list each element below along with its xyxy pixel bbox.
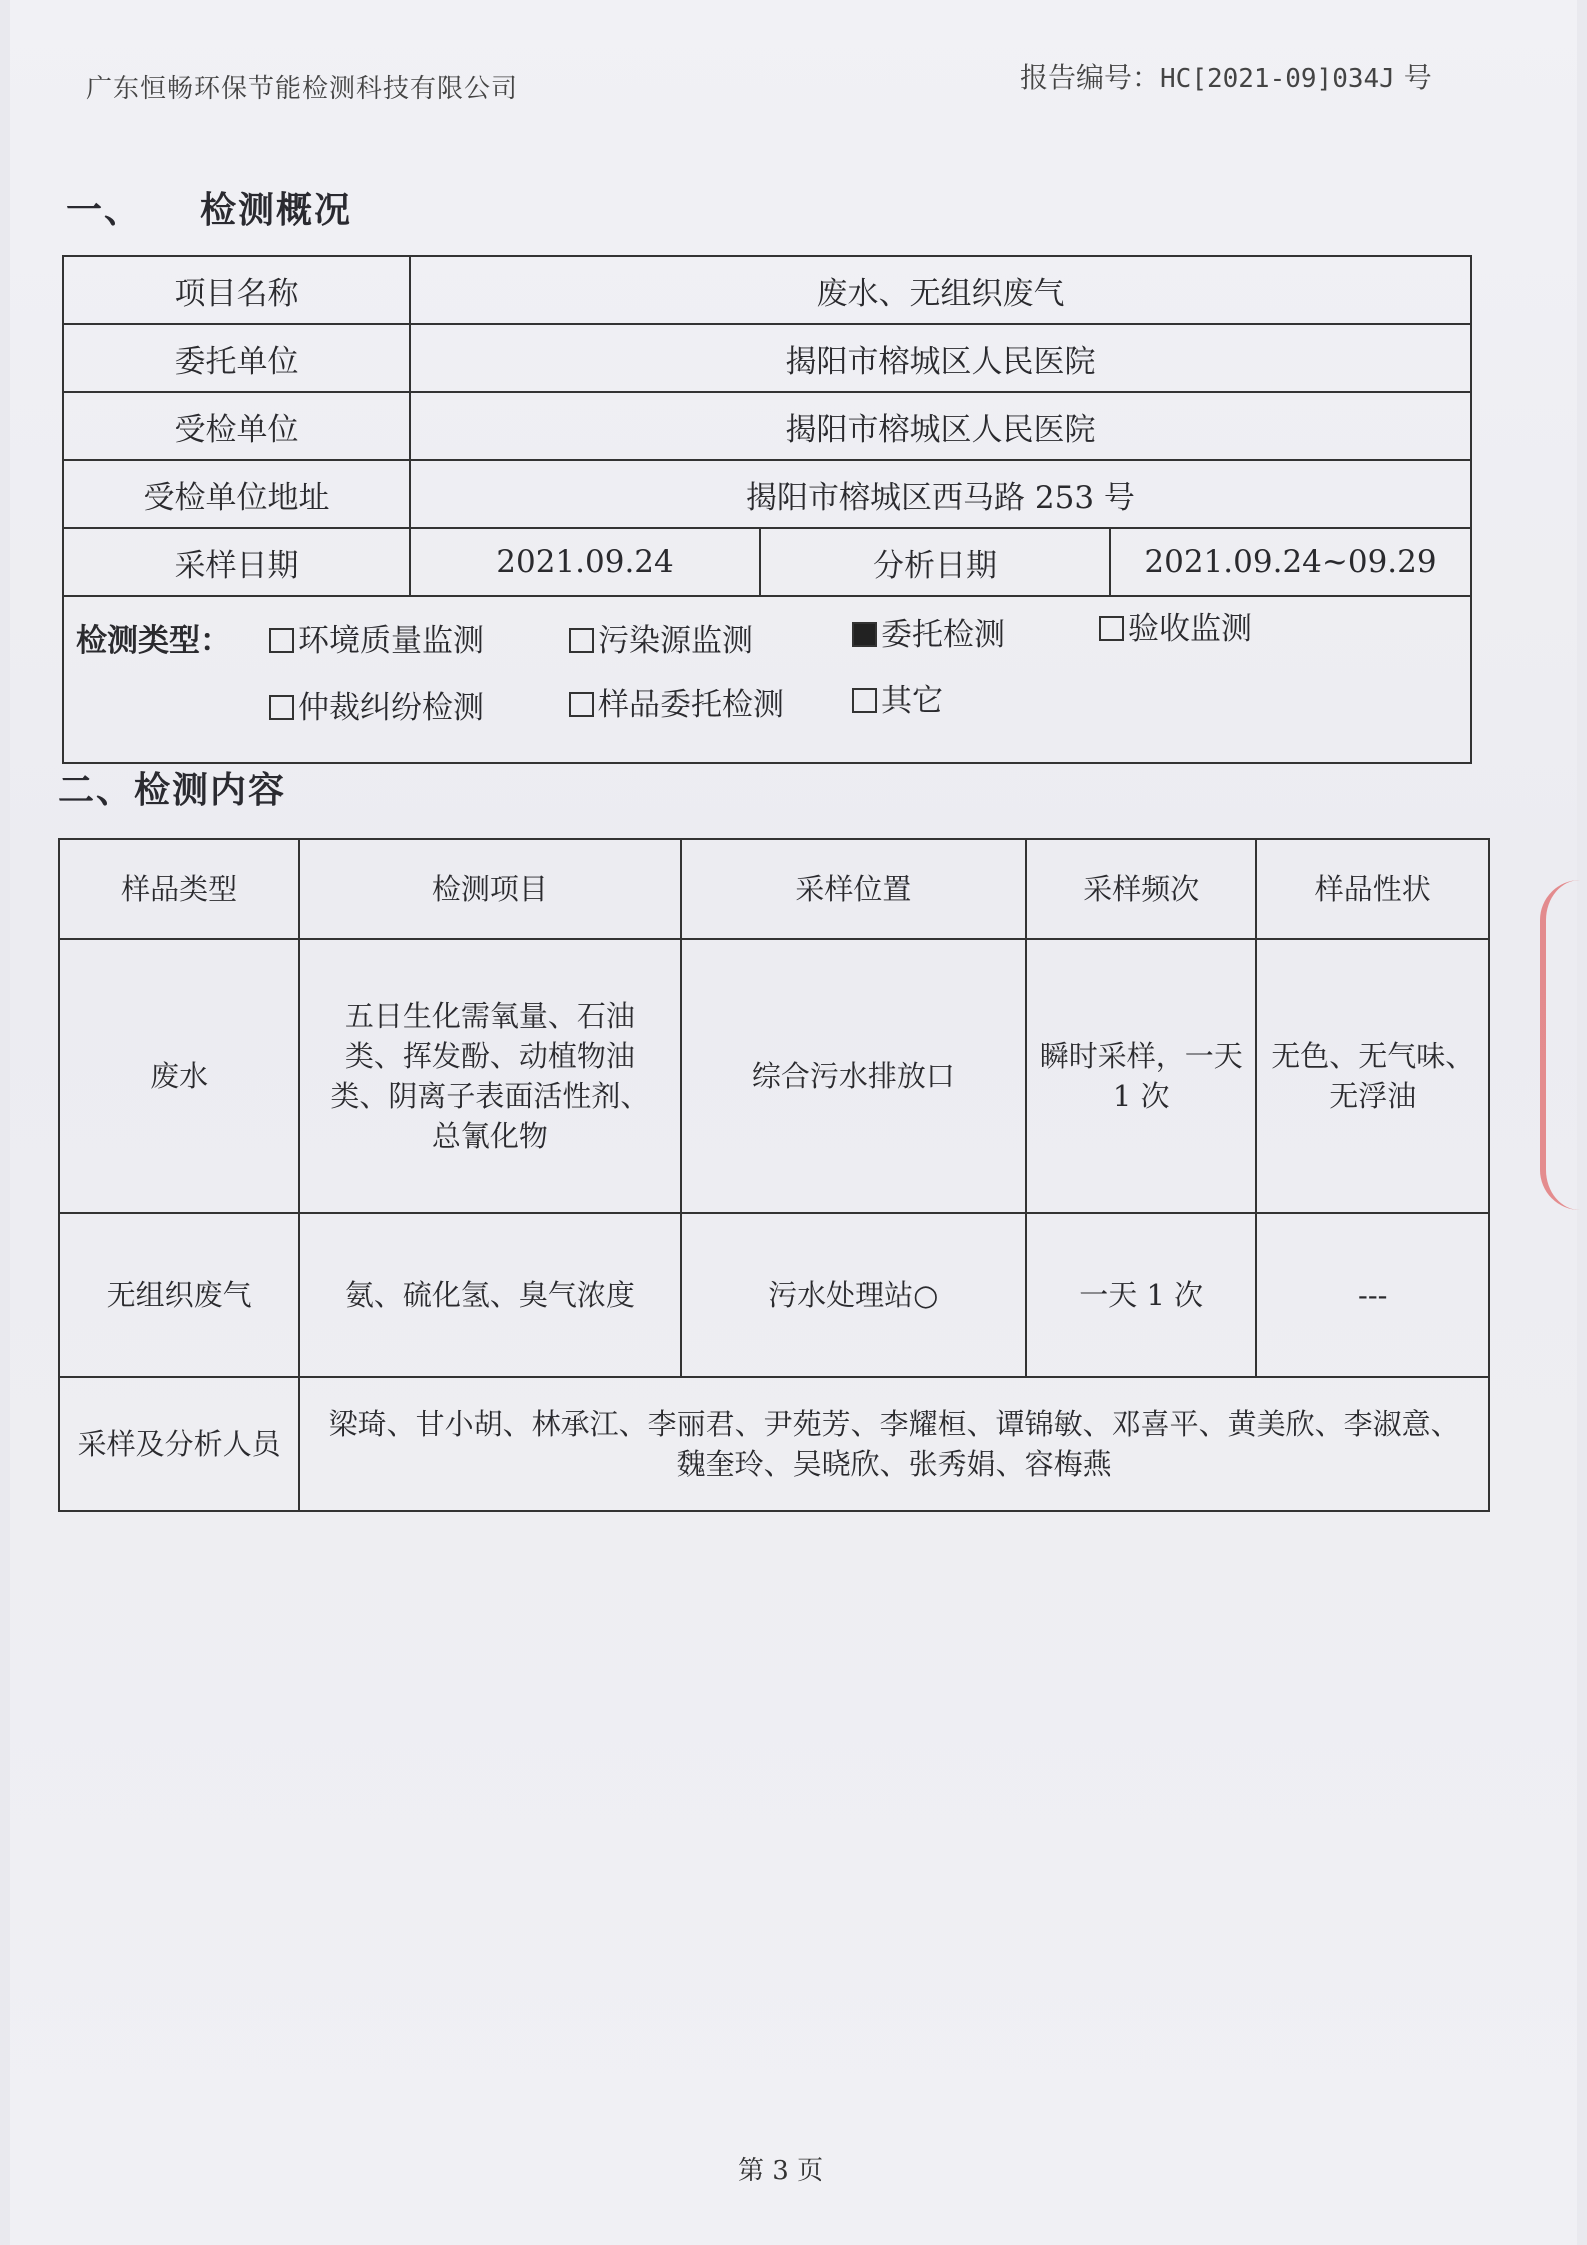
project-value: 废水、无组织废气 [410,256,1471,324]
column-header: 样品性状 [1256,839,1489,939]
section-1-heading: 检测概况 [200,189,353,231]
test-type-option [852,675,943,720]
project-row [63,256,1471,324]
content-table [58,838,1490,1512]
option-label: 环境质量监测 [298,623,484,659]
sample-type: 废水 [59,939,299,1213]
option-label: 验收监测 [1128,611,1252,647]
table-row [59,939,1489,1213]
client-row [63,324,1471,392]
table-header-row [59,839,1489,939]
report-number-label: 报告编号： [1020,61,1161,94]
sampling-frequency: 一天 1 次 [1026,1213,1257,1377]
analysis-date-value: 2021.09.24~09.29 [1110,528,1471,596]
checkbox-icon [1099,616,1124,641]
test-type-cell [63,596,1471,763]
option-label: 其它 [881,683,943,719]
option-label: 污染源监测 [598,623,753,659]
checkbox-icon [269,628,294,653]
checkbox-icon [569,692,594,717]
inspected-value: 揭阳市榕城区人民医院 [410,392,1471,460]
test-type-option [1099,603,1252,648]
inspected-row [63,392,1471,460]
sample-property: 无色、无气味、无浮油 [1256,939,1489,1213]
address-row [63,460,1471,528]
column-header: 采样位置 [681,839,1026,939]
test-type-option [852,609,1005,654]
report-number-suffix: 号 [1403,61,1432,94]
column-header: 检测项目 [299,839,681,939]
sampling-location: 综合污水排放口 [681,939,1026,1213]
document-page [10,0,1577,2245]
table-row [59,1213,1489,1377]
staff-row [59,1377,1489,1511]
test-type-option [269,615,484,660]
sampling-frequency: 瞬时采样，一天 1 次 [1026,939,1257,1213]
report-number-code: HC[2021-09]034J [1160,64,1395,94]
option-label: 样品委托检测 [598,687,784,723]
column-header: 采样频次 [1026,839,1257,939]
test-type-option [569,615,753,660]
test-type-option [269,682,484,727]
section-1-title [66,182,352,233]
checkbox-icon [852,688,877,713]
option-label: 委托检测 [881,617,1005,653]
sample-type: 无组织废气 [59,1213,299,1377]
analysis-date-label: 分析日期 [760,528,1110,596]
checked-checkbox-icon [852,622,877,647]
project-label: 项目名称 [63,256,410,324]
company-name: 广东恒畅环保节能检测科技有限公司 [86,74,519,104]
test-items: 氨、硫化氢、臭气浓度 [299,1213,681,1377]
sample-property: --- [1256,1213,1489,1377]
checkbox-icon [269,695,294,720]
option-label: 仲裁纠纷检测 [298,690,484,726]
inspected-label: 受检单位 [63,392,410,460]
test-type-row [63,596,1471,763]
client-label: 委托单位 [63,324,410,392]
address-value: 揭阳市榕城区西马路 253 号 [410,460,1471,528]
page-number: 第 3 页 [738,2156,824,2186]
red-seal-edge [1540,880,1587,1210]
sampling-date-value: 2021.09.24 [410,528,760,596]
section-2-title: 二、检测内容 [58,769,287,811]
client-value: 揭阳市榕城区人民医院 [410,324,1471,392]
report-number [1020,56,1432,96]
sampling-date-label: 采样日期 [63,528,410,596]
staff-names: 梁琦、甘小胡、林承江、李丽君、尹苑芳、李耀桓、谭锦敏、邓喜平、黄美欣、李淑意、魏奎玲、吴晓欣、张秀娟、容梅燕 [299,1377,1489,1511]
column-header: 样品类型 [59,839,299,939]
sampling-location: 污水处理站○ [681,1213,1026,1377]
overview-table [62,255,1472,764]
checkbox-icon [569,628,594,653]
test-items: 五日生化需氧量、石油类、挥发酚、动植物油类、阴离子表面活性剂、总氰化物 [299,939,681,1213]
test-type-option [569,679,784,724]
test-type-label: 检测类型： [76,623,231,659]
section-1-number: 一、 [66,189,143,231]
date-row [63,528,1471,596]
staff-label: 采样及分析人员 [59,1377,299,1511]
address-label: 受检单位地址 [63,460,410,528]
